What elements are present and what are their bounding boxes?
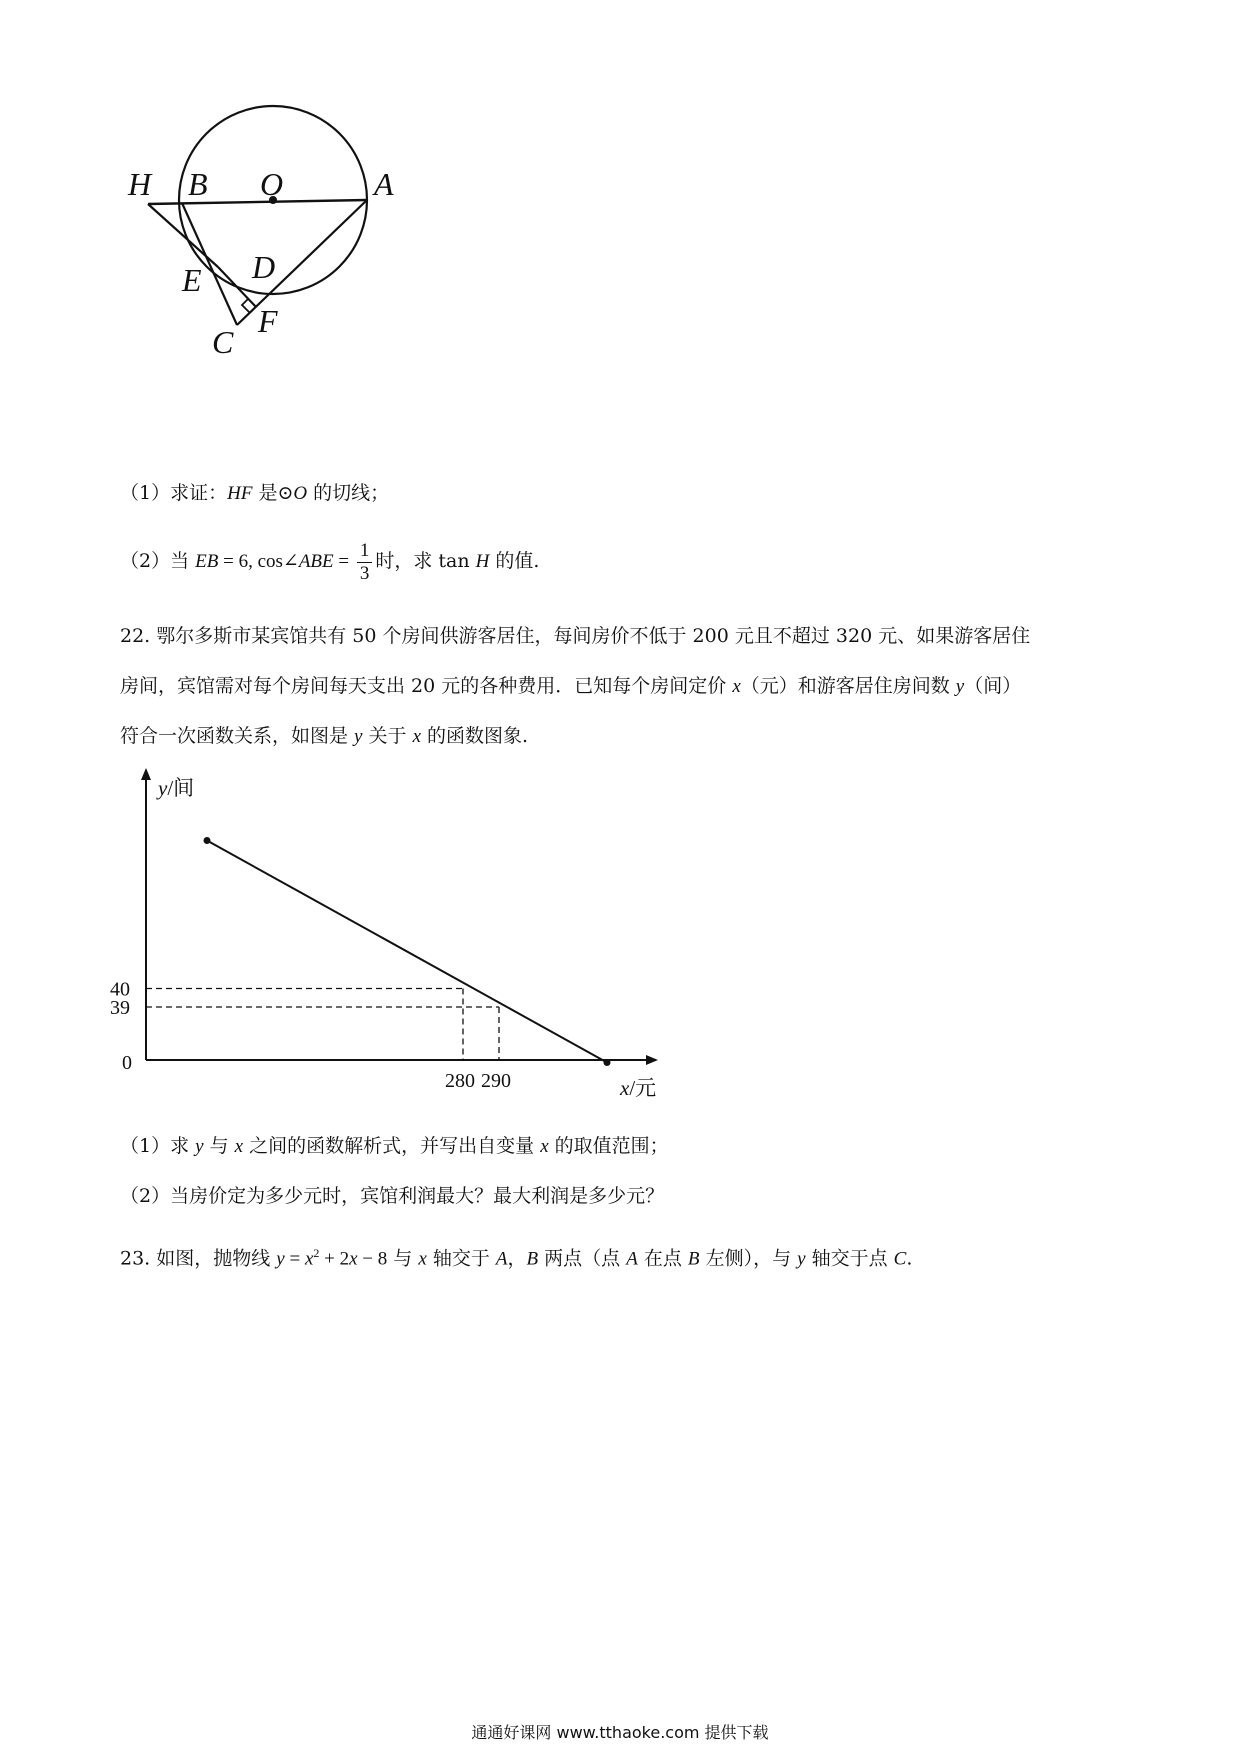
x-tick-label: 280 xyxy=(445,1070,475,1092)
chart-marks xyxy=(110,837,611,1092)
label-f: F xyxy=(258,303,278,339)
q22-part1-c: 之间的函数解析式，并写出自变量 xyxy=(243,1135,541,1157)
math-y: y xyxy=(354,726,363,747)
math-a: A xyxy=(626,1248,638,1270)
q23-text: 左侧），与 xyxy=(699,1247,798,1270)
endpoint-left xyxy=(204,837,211,844)
x-axis-label xyxy=(619,1076,656,1100)
q22-line3-a: 符合一次函数关系，如图是 xyxy=(120,725,355,747)
y-tick-label: 39 xyxy=(110,997,130,1019)
label-a: A xyxy=(374,166,394,202)
q23-text: ， xyxy=(507,1247,527,1270)
math-cos: = 6, cos∠ xyxy=(218,551,299,572)
label-e: E xyxy=(182,262,202,298)
math-x: x xyxy=(349,1248,358,1270)
math-hf: HF xyxy=(227,483,253,504)
label-b: B xyxy=(188,166,208,202)
label-c: C xyxy=(212,324,234,360)
q21-part1-mid: 是⊙ xyxy=(252,482,294,504)
math-y: y xyxy=(797,1248,806,1270)
q22-line3-b: 关于 xyxy=(362,725,413,747)
q23-lead: 23. 如图，抛物线 xyxy=(120,1247,277,1270)
label-o: O xyxy=(260,166,284,202)
q21-part1 xyxy=(120,480,389,507)
endpoint-right xyxy=(604,1059,611,1066)
math-plus: + 2 xyxy=(319,1248,350,1270)
math-abe: ABE xyxy=(298,551,334,572)
q22-line3 xyxy=(120,723,528,750)
math-a: A xyxy=(495,1248,508,1270)
math-y: y xyxy=(195,1136,204,1157)
q22-line2-b: （元）和游客居住房间数 xyxy=(740,675,956,697)
x-axis-var: x xyxy=(620,1076,630,1100)
origin-label: 0 xyxy=(122,1052,132,1074)
q23-text: 与 xyxy=(387,1247,419,1270)
q22-part1-a: （1）求 xyxy=(120,1135,196,1157)
math-y: y xyxy=(955,676,965,697)
footer-text: 通通好课网 www.tthaoke.com 提供下载 xyxy=(471,1723,769,1742)
q22-part1-d: 的取值范围； xyxy=(548,1135,669,1157)
segment-ha xyxy=(148,200,367,204)
math-eq: = xyxy=(333,551,354,572)
math-exponent: 2 xyxy=(313,1246,320,1260)
fraction-denominator: 3 xyxy=(359,562,370,584)
q21-part2-lead: （2）当 xyxy=(120,550,196,572)
q22-part1-b: 与 xyxy=(203,1135,235,1157)
q22-line2-a: 房间，宾馆需对每个房间每天支出 20 元的各种费用．已知每个房间定价 xyxy=(120,675,733,697)
q21-part2-mid: 时，求 tan xyxy=(375,550,476,572)
math-eq: = xyxy=(284,1248,305,1270)
math-x: x xyxy=(418,1248,427,1270)
q23-text: 在点 xyxy=(637,1247,688,1270)
q23-line xyxy=(120,1240,912,1272)
function-segment xyxy=(207,841,607,1063)
math-b: B xyxy=(526,1248,539,1270)
segment-ef xyxy=(218,267,256,307)
q21-part2-tail: 的值. xyxy=(489,550,540,572)
label-d: D xyxy=(252,249,276,285)
q23-text: 两点（点 xyxy=(538,1247,627,1270)
q22-part1 xyxy=(120,1133,669,1160)
label-h: H xyxy=(128,166,152,202)
math-x: x xyxy=(304,1248,314,1270)
math-c: C xyxy=(893,1248,907,1270)
math-h: H xyxy=(475,551,490,572)
math-x: x xyxy=(732,676,741,697)
q23-text: 轴交于点 xyxy=(805,1247,894,1270)
fraction-numerator: 1 xyxy=(357,540,373,563)
q21-part1-tail: 的切线； xyxy=(307,482,390,504)
q22-line1: 22. 鄂尔多斯市某宾馆共有 50 个房间供游客居住，每间房价不低于 200 元且不超过 320 元、如果游客居住 xyxy=(120,625,1031,647)
math-o: O xyxy=(293,483,308,504)
x-axis-unit: /元 xyxy=(629,1076,657,1100)
y-axis-var: y xyxy=(158,776,168,800)
fraction-one-third xyxy=(357,540,373,585)
q21-part1-lead: （1）求证： xyxy=(120,482,228,504)
function-graph xyxy=(100,755,680,1110)
q21-part2 xyxy=(120,538,539,585)
math-x: x xyxy=(234,1136,244,1157)
math-x: x xyxy=(540,1136,549,1157)
x-tick-label: 290 xyxy=(481,1070,511,1092)
q22-line2 xyxy=(120,673,1021,700)
math-eb: EB xyxy=(195,551,219,572)
geometry-figure xyxy=(120,95,440,415)
math-x: x xyxy=(412,726,422,747)
math-b: B xyxy=(687,1248,700,1270)
q22-line3-c: 的函数图象. xyxy=(421,725,529,747)
y-axis-label xyxy=(156,776,194,800)
math-minus: − 8 xyxy=(357,1248,388,1270)
y-axis-unit: /间 xyxy=(167,776,195,800)
math-y: y xyxy=(276,1248,285,1270)
q22-part2: （2）当房价定为多少元时，宾馆利润最大？最大利润是多少元？ xyxy=(120,1185,665,1207)
q22-line2-c: （间） xyxy=(964,675,1022,697)
q23-text: . xyxy=(906,1247,913,1270)
q23-text: 轴交于 xyxy=(426,1247,496,1270)
y-tick-label: 40 xyxy=(110,978,130,1001)
right-angle-mark xyxy=(242,299,250,313)
